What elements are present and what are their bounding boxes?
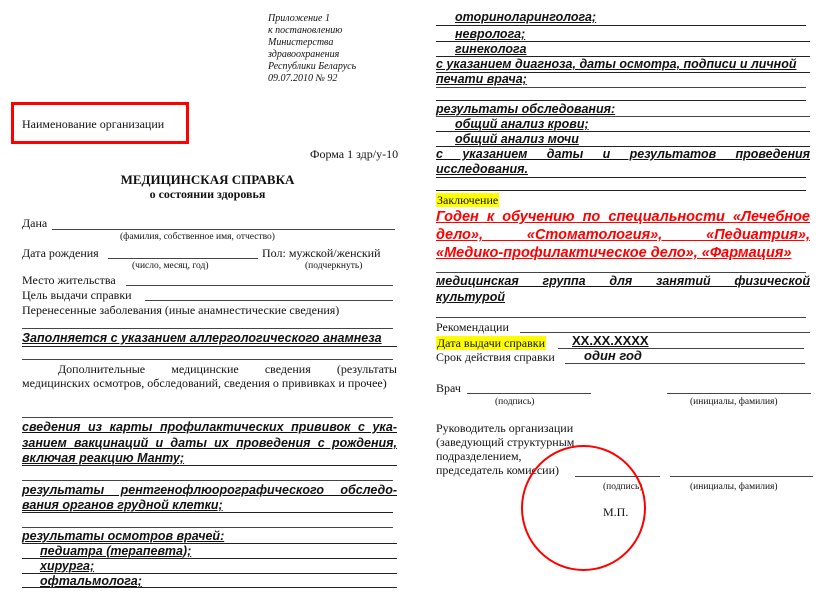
doctors-note-line: с указанием диагноза, даты осмотра, подписи и личной xyxy=(436,57,797,71)
past-diseases-label: Перенесенные заболевания (иные анамнестические сведения) xyxy=(22,303,340,317)
blank-line[interactable] xyxy=(436,100,806,101)
blank-line[interactable] xyxy=(22,512,393,513)
validity-label: Срок действия справки xyxy=(436,350,555,364)
doctor-label: Врач xyxy=(436,381,461,395)
blank-line[interactable] xyxy=(436,87,806,88)
blank-line[interactable] xyxy=(436,177,806,178)
doctor-ent: оториноларинголога; xyxy=(455,10,597,24)
validity-field[interactable] xyxy=(565,363,805,364)
blank-line[interactable] xyxy=(22,480,393,481)
allergy-note: Заполняется с указанием аллергологического анамнеза xyxy=(22,331,382,345)
birth-date-field[interactable] xyxy=(108,258,258,259)
blank-line[interactable] xyxy=(436,190,806,191)
sex-label[interactable]: Пол: мужской/женский xyxy=(262,246,381,260)
doctor-signature-hint: (подпись) xyxy=(495,397,535,407)
annex-block xyxy=(268,13,408,85)
vaccination-note-line: занием вакцинаций и даты их проведения с рождения, xyxy=(22,436,397,450)
doctor-pediatrician: педиатра (терапевта); xyxy=(40,544,192,558)
recommendations-field[interactable] xyxy=(520,332,810,333)
issue-date-value[interactable]: XX.XX.XXXX xyxy=(572,333,649,348)
blank-line[interactable] xyxy=(436,272,806,273)
head-label-line: председатель комиссии) xyxy=(436,463,559,477)
residence-label: Место жительства xyxy=(22,273,116,287)
annex-line: Республики Беларусь xyxy=(268,61,357,72)
conclusion-text-line: «Медико-профилактическое дело», «Фармация» xyxy=(436,245,792,261)
birth-date-hint: (число, месяц, год) xyxy=(132,261,209,271)
annex-line: здравоохранения xyxy=(268,49,340,60)
blank-line[interactable] xyxy=(22,465,397,466)
issued-to-label: Дана xyxy=(22,216,48,230)
residence-field[interactable] xyxy=(126,285,393,286)
head-name-hint: (инициалы, фамилия) xyxy=(690,482,778,492)
validity-value[interactable]: один год xyxy=(584,348,642,363)
doctor-ophthalmologist: офтальмолога; xyxy=(40,574,142,588)
annex-line: к постановлению xyxy=(268,25,343,36)
form-number: Форма 1 здр/у-10 xyxy=(310,147,399,161)
conclusion-label: Заключение xyxy=(437,193,499,207)
doctor-signature-field[interactable] xyxy=(467,393,591,394)
blank-line[interactable] xyxy=(436,317,806,318)
blank-line[interactable] xyxy=(22,527,393,528)
tests-header: результаты обследования: xyxy=(436,102,616,116)
doctor-gynecologist: гинеколога xyxy=(455,42,527,56)
blank-line[interactable] xyxy=(22,417,393,418)
purpose-field[interactable] xyxy=(145,300,393,301)
pe-group-line: культурой xyxy=(436,290,505,304)
head-signature-hint: (подпись) xyxy=(603,482,643,492)
doctor-name-field[interactable] xyxy=(667,393,811,394)
recommendations-label: Рекомендации xyxy=(436,320,509,334)
head-name-field[interactable] xyxy=(670,476,813,477)
document-subtitle: о состоянии здоровья xyxy=(149,187,266,201)
issued-to-field[interactable] xyxy=(52,229,395,230)
doctor-name-hint: (инициалы, фамилия) xyxy=(690,397,778,407)
doctor-surgeon: хирурга; xyxy=(40,559,95,573)
document-title: МЕДИЦИНСКАЯ СПРАВКА xyxy=(120,172,295,187)
head-label-line: Руководитель организации xyxy=(436,421,574,435)
additional-info-label: Дополнительные медицинские сведения (результаты медицинских осмотров, обследований, сведения о прививках и прочее) xyxy=(22,362,397,390)
stamp-place-label: М.П. xyxy=(603,505,629,519)
conclusion-text-line: Годен к обучению по специальности «Лечебное xyxy=(436,209,810,225)
issued-to-hint: (фамилия, собственное имя, отчество) xyxy=(120,232,275,242)
organization-name-label: Наименование организации xyxy=(22,117,165,131)
test-blood: общий анализ крови; xyxy=(455,117,589,131)
xray-note-line: результаты рентгенофлюорографического обследо- xyxy=(22,483,397,497)
doctor-neurologist: невролога; xyxy=(455,27,526,41)
annex-line: 09.07.2010 № 92 xyxy=(268,73,338,84)
stamp-circle xyxy=(521,445,646,571)
test-urine: общий анализ мочи xyxy=(455,132,579,146)
purpose-label: Цель выдачи справки xyxy=(22,288,132,302)
issue-date-label: Дата выдачи справки xyxy=(437,336,546,350)
vaccination-note-line: включая реакцию Манту; xyxy=(22,451,185,465)
xray-note-line: вания органов грудной клетки; xyxy=(22,498,223,512)
blank-line[interactable] xyxy=(22,359,393,360)
blank-line[interactable] xyxy=(22,346,397,347)
birth-date-label: Дата рождения xyxy=(22,246,99,260)
vaccination-note-line: сведения из карты профилактических прививок с ука- xyxy=(22,420,397,434)
annex-line: Приложение 1 xyxy=(268,13,330,24)
tests-note-line: исследования. xyxy=(436,162,528,176)
annex-line: Министерства xyxy=(268,37,334,48)
head-label-line: подразделением, xyxy=(436,449,522,463)
doctors-header: результаты осмотров врачей: xyxy=(22,529,225,543)
doctors-note-line: печати врача; xyxy=(436,72,527,86)
blank-line[interactable] xyxy=(22,328,393,329)
blank-line[interactable] xyxy=(436,25,806,26)
pe-group-line: медицинская группа для занятий физической xyxy=(436,274,810,288)
sex-hint: (подчеркнуть) xyxy=(305,261,363,271)
head-label-line: (заведующий структурным xyxy=(436,435,575,449)
conclusion-text-line: дело», «Стоматология», «Педиатрия», xyxy=(436,227,810,243)
tests-note-line: с указанием даты и результатов проведения xyxy=(436,147,810,161)
blank-line[interactable] xyxy=(22,587,397,588)
